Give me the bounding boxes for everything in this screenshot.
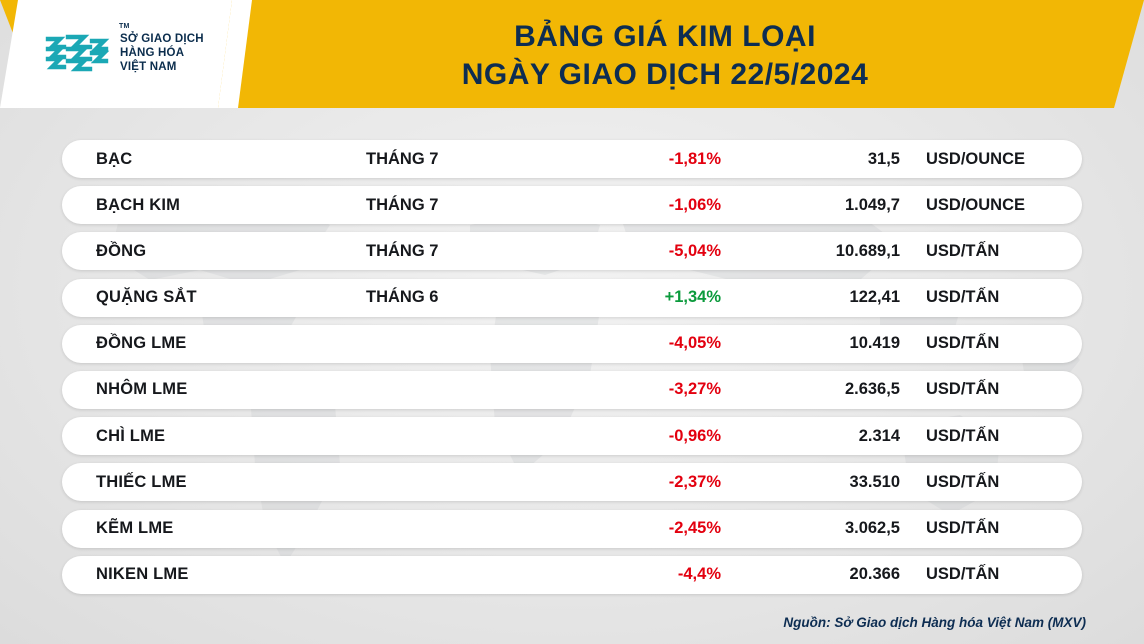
table-row xyxy=(62,463,1082,501)
cell-unit: USD/TẤN xyxy=(926,565,1000,584)
trademark-symbol: TM xyxy=(119,22,130,30)
cell-contract-month: THÁNG 6 xyxy=(366,288,439,307)
cell-change-percent: -1,06% xyxy=(668,195,721,214)
cell-change-percent: -2,45% xyxy=(668,519,721,537)
cell-commodity-name: NHÔM LME xyxy=(96,380,188,399)
table-row xyxy=(62,371,1082,409)
cell-commodity-name: QUẶNG SẮT xyxy=(96,288,197,307)
table-row xyxy=(62,140,1082,178)
metal-price-table xyxy=(62,140,1082,602)
cell-commodity-name: CHÌ LME xyxy=(96,426,166,445)
cell-unit: USD/TẤN xyxy=(926,288,1000,307)
source-note: Nguồn: Sở Giao dịch Hàng hóa Việt Nam (MXV) xyxy=(783,615,1086,630)
cell-unit: USD/TẤN xyxy=(926,426,1000,445)
cell-price: 1.049,7 xyxy=(844,195,900,214)
cell-price: 31,5 xyxy=(867,149,900,168)
cell-unit: USD/TẤN xyxy=(926,519,1000,537)
logo-text-line-1: SỞ GIAO DỊCH xyxy=(120,32,204,45)
table-row xyxy=(62,417,1082,455)
table-row xyxy=(62,232,1082,270)
cell-change-percent: -1,81% xyxy=(668,149,721,168)
mxv-logo-text xyxy=(119,22,204,74)
cell-contract-month: THÁNG 7 xyxy=(366,241,439,260)
mxv-logo-mark xyxy=(42,29,112,77)
cell-price: 2.314 xyxy=(858,426,900,445)
cell-price: 122,41 xyxy=(849,288,900,307)
page-header xyxy=(0,0,1144,108)
table-row xyxy=(62,186,1082,224)
cell-commodity-name: ĐỒNG xyxy=(96,241,147,260)
cell-price: 10.419 xyxy=(849,334,900,353)
cell-price: 2.636,5 xyxy=(844,380,900,399)
cell-unit: USD/TẤN xyxy=(926,472,1000,491)
cell-price: 20.366 xyxy=(849,565,900,584)
table-row xyxy=(62,325,1082,363)
cell-commodity-name: BẠC xyxy=(96,149,133,168)
cell-change-percent: -3,27% xyxy=(668,380,721,399)
cell-change-percent: +1,34% xyxy=(664,288,721,307)
title-line-2: NGÀY GIAO DỊCH 22/5/2024 xyxy=(461,57,869,91)
cell-change-percent: -4,4% xyxy=(677,565,721,584)
title-line-1: BẢNG GIÁ KIM LOẠI xyxy=(514,20,816,53)
cell-unit: USD/TẤN xyxy=(926,334,1000,353)
cell-change-percent: -0,96% xyxy=(668,426,721,445)
page-title xyxy=(250,18,1080,93)
cell-unit: USD/OUNCE xyxy=(926,149,1026,168)
cell-change-percent: -4,05% xyxy=(668,334,721,353)
cell-price: 33.510 xyxy=(849,472,900,491)
cell-contract-month: THÁNG 7 xyxy=(366,149,439,168)
cell-price: 3.062,5 xyxy=(844,519,900,537)
cell-change-percent: -2,37% xyxy=(668,472,721,491)
cell-price: 10.689,1 xyxy=(835,241,900,260)
cell-unit: USD/OUNCE xyxy=(926,195,1026,214)
table-row xyxy=(62,279,1082,317)
table-row xyxy=(62,556,1082,594)
cell-commodity-name: KẼM LME xyxy=(96,519,174,537)
mxv-logo xyxy=(42,22,222,84)
cell-unit: USD/TẤN xyxy=(926,380,1000,399)
cell-change-percent: -5,04% xyxy=(668,241,721,260)
cell-commodity-name: THIẾC LME xyxy=(96,472,187,491)
cell-unit: USD/TẤN xyxy=(926,241,1000,260)
table-row xyxy=(62,510,1082,548)
cell-commodity-name: ĐỒNG LME xyxy=(96,334,187,353)
logo-text-line-3: VIỆT NAM xyxy=(120,61,177,73)
cell-contract-month: THÁNG 7 xyxy=(366,195,439,214)
logo-text-line-2: HÀNG HÓA xyxy=(120,46,185,59)
cell-commodity-name: BẠCH KIM xyxy=(96,195,181,214)
cell-commodity-name: NIKEN LME xyxy=(96,565,189,584)
